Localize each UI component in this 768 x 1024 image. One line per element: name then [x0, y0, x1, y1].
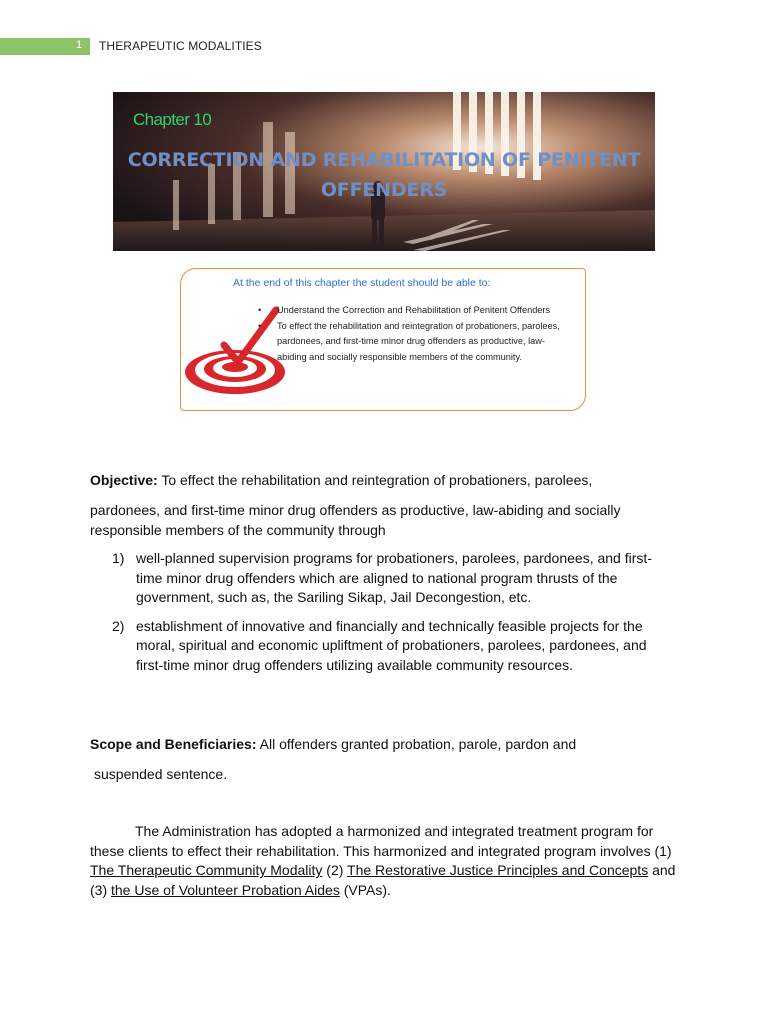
objective-item-text: Understand the Correction and Rehabilitation of Penitent Offenders: [277, 305, 551, 315]
objective-numbered-list: [112, 549, 672, 676]
objective-line: [90, 470, 680, 490]
list-item-text: establishment of innovative and financially and technically feasible projects for the moral, spiritual and economic upliftment of probationers, parolees, pardonees, and first-time minor drug offenders utilizing available community resources.: [136, 617, 647, 673]
volunteer-probation-aides-link[interactable]: the Use of Volunteer Probation Aides: [111, 881, 340, 898]
list-number: 2): [112, 617, 125, 634]
list-item: [112, 549, 672, 608]
objectives-list: [258, 303, 568, 365]
objective-continuation: pardonees, and first-time minor drug offenders as productive, law-abiding and socially responsible members of the community through: [90, 502, 621, 538]
objective-text-line1: To effect the rehabilitation and reintegration of probationers, parolees,: [157, 472, 593, 488]
list-item: [112, 617, 672, 676]
objective-label: Objective:: [90, 472, 158, 488]
objectives-intro: At the end of this chapter the student should be able to:: [233, 277, 491, 289]
scope-text-line1: All offenders granted probation, parole, pardon and: [256, 736, 577, 752]
page-number: 1: [75, 39, 83, 51]
chapter-label: Chapter 10: [133, 110, 212, 129]
scope-continuation: suspended sentence.: [94, 766, 228, 782]
scope-line: [90, 734, 680, 754]
running-header-title: THERAPEUTIC MODALITIES: [99, 39, 262, 53]
restorative-justice-link[interactable]: The Restorative Justice Principles and Concepts: [347, 862, 649, 879]
program-paragraph: [90, 822, 680, 900]
list-item: • To effect the rehabilitation and reintegration of probationers, parolees, pardonees, and first-time minor drug offenders as productive, law-abiding and socially responsible members of the community.: [258, 320, 560, 362]
scope-label: Scope and Beneficiaries:: [90, 736, 257, 752]
paragraph-intro: The Administration has adopted a harmonized and integrated treatment program for these clients to effect their rehabilitation. This harmonized and integrated program involves (1): [90, 823, 672, 859]
objective-item-text: To effect the rehabilitation and reintegration of probationers, parolees, pardonees, and first-time minor drug offenders as productive, law-abiding and socially responsible members of the community.: [277, 320, 560, 362]
list-number: 1): [112, 550, 125, 566]
list-item: • Understand the Correction and Rehabilitation of Penitent Offenders: [258, 305, 551, 315]
paragraph-text: (2): [322, 862, 348, 879]
therapeutic-community-link[interactable]: The Therapeutic Community Modality: [90, 862, 323, 879]
paragraph-text: and (3): [90, 862, 676, 898]
paragraph-text: (VPAs).: [339, 881, 391, 898]
list-item-text: well-planned supervision programs for probationers, parolees, pardonees, and first-time minor drug offenders which are aligned to national program thrusts of the government, such as, the Sariling Sikap, Jail Decongestion, etc.: [136, 550, 652, 606]
chapter-title: CORRECTION AND REHABILITATION OF PENITENT OFFENDERS: [127, 149, 641, 201]
